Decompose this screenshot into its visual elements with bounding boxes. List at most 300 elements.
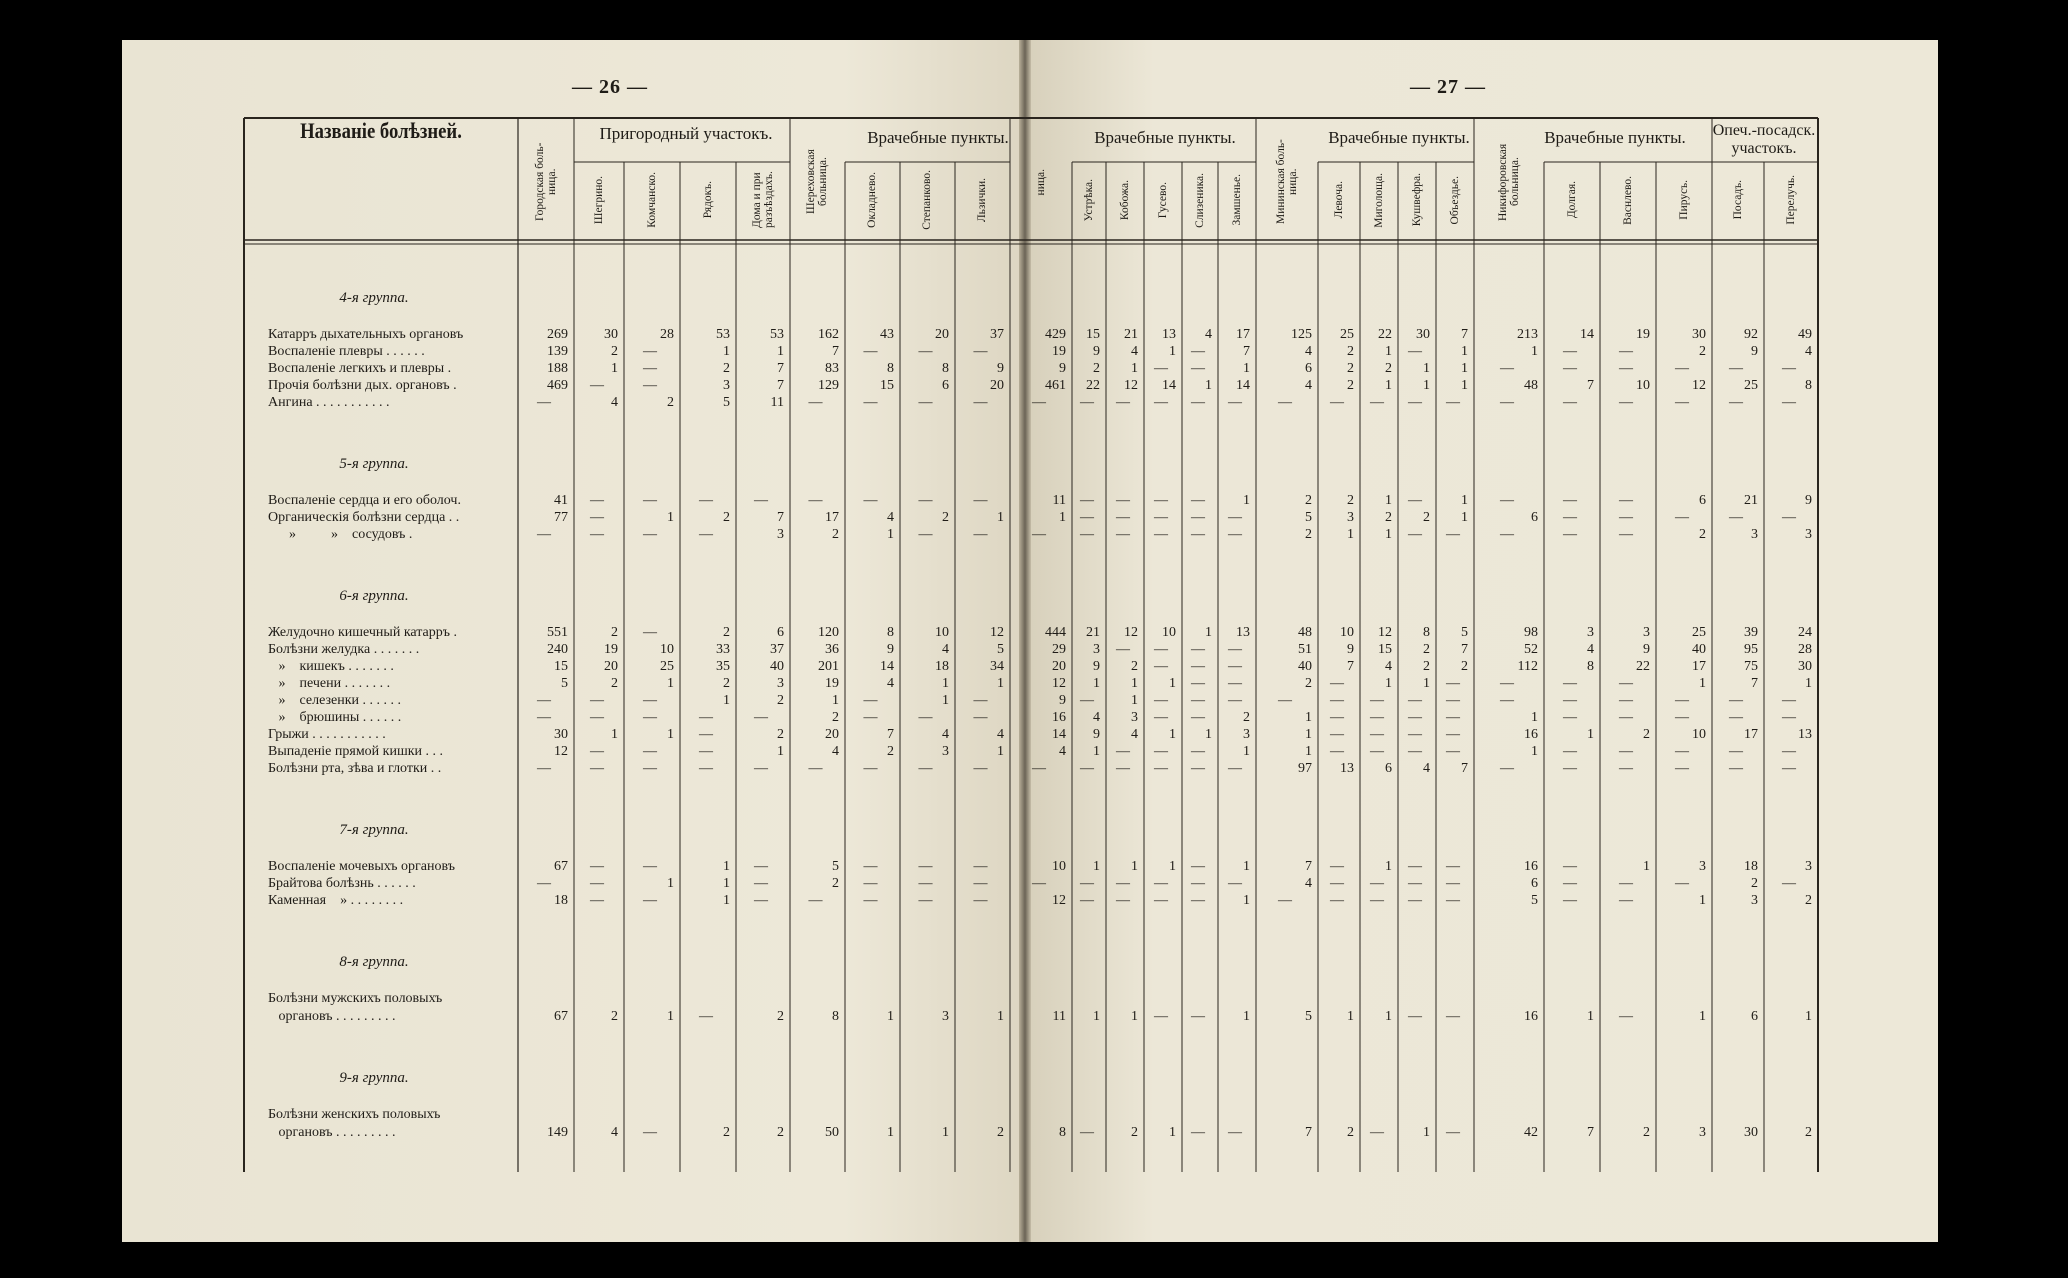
table-cell: — — [1080, 761, 1094, 776]
table-cell: 2 — [1305, 493, 1312, 508]
table-cell: 2 — [1305, 676, 1312, 691]
group-title: 8-я группа. — [339, 954, 409, 970]
table-cell: — — [1408, 876, 1422, 891]
table-cell: — — [1228, 642, 1242, 657]
table-cell: 4 — [942, 727, 949, 742]
table-cell: — — [1080, 493, 1094, 508]
table-cell: 1 — [1243, 744, 1250, 759]
table-cell: — — [1116, 761, 1130, 776]
table-cell: 1 — [1305, 710, 1312, 725]
table-cell: — — [590, 710, 604, 725]
table-cell: 14 — [880, 659, 894, 674]
table-cell: — — [1191, 659, 1205, 674]
column-header: Устрѣка. — [1082, 178, 1095, 222]
table-cell: — — [1080, 395, 1094, 410]
table-cell: 7 — [1461, 327, 1468, 342]
table-cell: 2 — [1461, 659, 1468, 674]
disease-label: » кишекъ . . . . . . . — [268, 659, 394, 674]
table-cell: — — [1154, 361, 1168, 376]
table-cell: — — [1729, 395, 1743, 410]
table-cell: — — [1619, 527, 1633, 542]
table-cell: 2 — [611, 1009, 618, 1024]
table-cell: — — [1116, 527, 1130, 542]
table-cell: — — [1675, 744, 1689, 759]
table-cell: — — [918, 493, 933, 508]
table-cell: 1 — [1347, 527, 1354, 542]
table-cell: 6 — [777, 625, 784, 640]
table-cell: 1 — [1243, 361, 1250, 376]
table-cell: — — [863, 693, 878, 708]
table-cell: — — [1408, 527, 1422, 542]
table-cell: 6 — [1531, 876, 1538, 891]
disease-label: Прочія болѣзни дых. органовъ . — [268, 378, 457, 393]
table-cell: 188 — [547, 361, 568, 376]
table-cell: 2 — [723, 1125, 730, 1140]
column-header: Городская боль-ница. — [533, 142, 558, 222]
table-cell: — — [1080, 527, 1094, 542]
table-cell: 25 — [1692, 625, 1706, 640]
table-cell: — — [1408, 859, 1422, 874]
table-cell: 3 — [1093, 642, 1100, 657]
group-title: 5-я группа. — [339, 456, 409, 472]
table-cell: 2 — [777, 1125, 784, 1140]
table-cell: — — [1782, 744, 1796, 759]
table-cell: 10 — [1162, 625, 1176, 640]
table-cell: 469 — [547, 378, 568, 393]
left-page-number: — 26 — — [572, 76, 648, 98]
table-cell: 2 — [1347, 493, 1354, 508]
disease-label: Воспаленіе плевры . . . . . . — [268, 344, 425, 359]
table-cell: — — [918, 876, 933, 891]
table-cell: 1 — [1243, 859, 1250, 874]
table-cell: 2 — [723, 625, 730, 640]
table-cell: — — [863, 395, 878, 410]
table-cell: — — [973, 344, 988, 359]
column-header: Кушвефра. — [1410, 173, 1423, 227]
table-cell: 1 — [1385, 344, 1392, 359]
table-cell: 21 — [1744, 493, 1758, 508]
table-cell: 12 — [1052, 893, 1066, 908]
group-header-suburban: Пригородный участокъ. — [599, 124, 773, 143]
table-cell: — — [1619, 876, 1633, 891]
table-cell: — — [1154, 893, 1168, 908]
table-cell: — — [1446, 876, 1460, 891]
table-cell: 7 — [887, 727, 894, 742]
table-cell: — — [1619, 493, 1633, 508]
table-cell: 98 — [1524, 625, 1538, 640]
table-cell: — — [1370, 744, 1384, 759]
table-cell: 1 — [1461, 493, 1468, 508]
table-cell: 1 — [1423, 361, 1430, 376]
column-header: Комчанско. — [645, 172, 658, 228]
table-cell: — — [1191, 395, 1205, 410]
table-cell: — — [1191, 893, 1205, 908]
table-cell: 2 — [1347, 378, 1354, 393]
table-cell: — — [973, 710, 988, 725]
table-cell: 4 — [997, 727, 1004, 742]
table-cell: — — [1032, 395, 1046, 410]
table-cell: 4 — [832, 744, 839, 759]
table-cell: 1 — [1347, 1009, 1354, 1024]
table-cell: — — [1032, 761, 1046, 776]
table-cell: 1 — [1385, 676, 1392, 691]
table-cell: 25 — [1744, 378, 1758, 393]
table-cell: 2 — [1347, 344, 1354, 359]
group-title: 7-я группа. — [339, 822, 409, 838]
table-cell: 1 — [997, 744, 1004, 759]
table-cell: 19 — [604, 642, 618, 657]
table-cell: 1 — [1385, 859, 1392, 874]
table-cell: 5 — [1461, 625, 1468, 640]
table-cell: — — [1080, 510, 1094, 525]
table-cell: — — [1191, 527, 1205, 542]
column-header: Гусево. — [1156, 181, 1169, 219]
table-cell: — — [1446, 893, 1460, 908]
table-cell: — — [1370, 395, 1384, 410]
table-cell: 1 — [667, 1009, 674, 1024]
column-header: Окладнево. — [866, 172, 879, 228]
table-cell: — — [590, 876, 604, 891]
table-cell: 5 — [1305, 510, 1312, 525]
table-cell: 9 — [1805, 493, 1812, 508]
table-cell: — — [863, 859, 878, 874]
table-cell: 1 — [1131, 676, 1138, 691]
table-cell: — — [808, 493, 823, 508]
right-page-number: — 27 — — [1410, 76, 1486, 98]
table-cell: — — [643, 361, 657, 376]
disease-name-header: Названіе болѣзней. — [300, 118, 462, 143]
table-cell: 139 — [547, 344, 568, 359]
table-cell: 16 — [1524, 727, 1538, 742]
column-header: Перелучь. — [1784, 175, 1797, 225]
table-cell: — — [1191, 693, 1205, 708]
table-cell: — — [1500, 361, 1514, 376]
table-cell: 97 — [1298, 761, 1312, 776]
table-cell: — — [1191, 859, 1205, 874]
table-cell: 12 — [1692, 378, 1706, 393]
table-cell: — — [1619, 744, 1633, 759]
table-cell: 1 — [723, 876, 730, 891]
table-cell: — — [1191, 761, 1205, 776]
table-cell: — — [643, 859, 657, 874]
table-cell: 7 — [1243, 344, 1250, 359]
table-cell: 3 — [1347, 510, 1354, 525]
table-cell: — — [1228, 761, 1242, 776]
table-cell: 5 — [561, 676, 568, 691]
table-cell: 1 — [1169, 676, 1176, 691]
table-cell: — — [1729, 710, 1743, 725]
table-cell: 10 — [1052, 859, 1066, 874]
table-cell: 5 — [832, 859, 839, 874]
table-cell: — — [1563, 893, 1577, 908]
table-cell: — — [1446, 727, 1460, 742]
table-cell: — — [754, 859, 768, 874]
group-title: 9-я группа. — [339, 1070, 409, 1086]
table-cell: 5 — [1531, 893, 1538, 908]
table-cell: 7 — [1461, 761, 1468, 776]
table-cell: 35 — [716, 659, 730, 674]
table-cell: — — [1278, 893, 1292, 908]
table-cell: 95 — [1744, 642, 1758, 657]
table-cell: — — [1154, 659, 1168, 674]
table-cell: 1 — [1205, 727, 1212, 742]
table-cell: — — [699, 493, 713, 508]
table-cell: 1 — [1305, 744, 1312, 759]
table-cell: 1 — [1805, 1009, 1812, 1024]
table-cell: — — [590, 893, 604, 908]
table-cell: — — [643, 378, 657, 393]
table-cell: 22 — [1636, 659, 1650, 674]
table-cell: — — [1191, 361, 1205, 376]
table-cell: — — [643, 625, 657, 640]
table-cell: 240 — [547, 642, 568, 657]
table-cell: 2 — [997, 1125, 1004, 1140]
table-cell: — — [1080, 893, 1094, 908]
table-cell: — — [1154, 510, 1168, 525]
table-cell: 2 — [832, 876, 839, 891]
table-cell: — — [1191, 676, 1205, 691]
table-cell: 551 — [547, 625, 568, 640]
table-cell: — — [1408, 395, 1422, 410]
table-cell: — — [918, 761, 933, 776]
table-cell: 20 — [935, 327, 949, 342]
table-cell: 1 — [1305, 727, 1312, 742]
column-header: Степанково. — [921, 170, 934, 230]
table-cell: 444 — [1045, 625, 1066, 640]
table-cell: 1 — [1205, 625, 1212, 640]
table-cell: 1 — [1805, 676, 1812, 691]
table-cell: — — [1330, 744, 1344, 759]
table-cell: 92 — [1744, 327, 1758, 342]
table-cell: — — [1619, 361, 1633, 376]
disease-label: Катарръ дыхательныхъ органовъ — [268, 327, 464, 342]
table-cell: 36 — [825, 642, 839, 657]
table-cell: — — [1782, 710, 1796, 725]
table-cell: — — [1116, 395, 1130, 410]
table-cell: — — [1191, 710, 1205, 725]
table-cell: — — [1330, 693, 1344, 708]
table-cell: 11 — [770, 395, 784, 410]
table-cell: 9 — [1643, 642, 1650, 657]
table-cell: 33 — [716, 642, 730, 657]
table-cell: — — [1675, 710, 1689, 725]
table-cell: 17 — [825, 510, 839, 525]
table-cell: — — [1408, 744, 1422, 759]
table-cell: — — [1675, 361, 1689, 376]
table-cell: — — [1408, 710, 1422, 725]
table-cell: 1 — [1385, 1009, 1392, 1024]
table-cell: 3 — [1587, 625, 1594, 640]
table-cell: 7 — [1587, 1125, 1594, 1140]
table-cell: — — [643, 761, 657, 776]
table-cell: 201 — [818, 659, 839, 674]
table-cell: 7 — [1305, 859, 1312, 874]
table-cell: — — [1446, 1125, 1460, 1140]
table-cell: — — [1330, 859, 1344, 874]
table-cell: 1 — [1169, 1125, 1176, 1140]
table-cell: 2 — [942, 510, 949, 525]
table-cell: 28 — [660, 327, 674, 342]
table-cell: 3 — [1805, 859, 1812, 874]
table-cell: — — [537, 395, 551, 410]
table-cell: 19 — [1052, 344, 1066, 359]
table-cell: — — [1154, 493, 1168, 508]
table-cell: 28 — [1798, 642, 1812, 657]
table-cell: — — [1116, 493, 1130, 508]
table-cell: 9 — [1093, 727, 1100, 742]
table-cell: 20 — [825, 727, 839, 742]
column-header: Посадъ. — [1731, 180, 1744, 220]
table-cell: — — [1619, 676, 1633, 691]
table-cell: — — [1408, 727, 1422, 742]
table-cell: 52 — [1524, 642, 1538, 657]
table-cell: 9 — [1059, 693, 1066, 708]
table-cell: 67 — [554, 1009, 568, 1024]
table-cell: — — [808, 395, 823, 410]
table-cell: — — [1563, 527, 1577, 542]
table-cell: 2 — [1131, 659, 1138, 674]
table-cell: 8 — [887, 625, 894, 640]
table-cell: — — [973, 893, 988, 908]
table-cell: — — [863, 493, 878, 508]
table-cell: 6 — [1385, 761, 1392, 776]
table-cell: — — [699, 710, 713, 725]
table-cell: 2 — [1347, 361, 1354, 376]
table-cell: 6 — [1531, 510, 1538, 525]
table-cell: — — [1563, 859, 1577, 874]
table-cell: 2 — [1093, 361, 1100, 376]
table-cell: 120 — [818, 625, 839, 640]
table-cell: 14 — [1580, 327, 1594, 342]
table-cell: 1 — [777, 744, 784, 759]
table-cell: — — [1154, 642, 1168, 657]
table-cell: 48 — [1524, 378, 1538, 393]
table-cell: 1 — [667, 510, 674, 525]
table-cell: — — [1408, 1009, 1422, 1024]
table-cell: 9 — [1751, 344, 1758, 359]
disease-label: » печени . . . . . . . — [268, 676, 391, 691]
table-cell: 2 — [832, 710, 839, 725]
table-cell: 8 — [1587, 659, 1594, 674]
table-cell: — — [1446, 1009, 1460, 1024]
table-cell: 1 — [1587, 727, 1594, 742]
table-cell: 21 — [1124, 327, 1138, 342]
table-cell: 7 — [1347, 659, 1354, 674]
disease-label: » » сосудовъ . — [268, 527, 413, 542]
table-cell: — — [1782, 510, 1796, 525]
table-cell: 7 — [777, 378, 784, 393]
table-cell: — — [1563, 744, 1577, 759]
table-cell: — — [808, 893, 823, 908]
table-cell: 1 — [723, 693, 730, 708]
column-header: Никифоровская больница. — [1496, 143, 1521, 221]
table-cell: — — [1563, 395, 1577, 410]
table-cell: — — [1563, 761, 1577, 776]
table-cell: — — [1446, 676, 1460, 691]
table-cell: 1 — [1643, 859, 1650, 874]
table-cell: 4 — [611, 1125, 618, 1140]
table-cell: 2 — [887, 744, 894, 759]
table-cell: — — [1729, 744, 1743, 759]
table-cell: — — [754, 710, 768, 725]
table-cell: — — [1782, 693, 1796, 708]
table-cell: — — [1032, 876, 1046, 891]
table-cell: 75 — [1744, 659, 1758, 674]
table-cell: 2 — [723, 361, 730, 376]
table-cell: 4 — [1587, 642, 1594, 657]
table-cell: — — [1446, 859, 1460, 874]
disease-label: Каменная » . . . . . . . . — [268, 893, 404, 908]
table-cell: — — [643, 493, 657, 508]
table-cell: 2 — [1347, 1125, 1354, 1140]
table-cell: — — [863, 893, 878, 908]
column-header: Пирусъ. — [1677, 180, 1690, 220]
table-cell: — — [918, 710, 933, 725]
table-cell: 1 — [1169, 727, 1176, 742]
table-cell: 2 — [1805, 893, 1812, 908]
table-cell: — — [643, 744, 657, 759]
table-cell: 269 — [547, 327, 568, 342]
table-cell: 2 — [1243, 710, 1250, 725]
table-cell: 1 — [777, 344, 784, 359]
table-cell: 11 — [1052, 1009, 1066, 1024]
table-cell: — — [1675, 761, 1689, 776]
table-cell: 1 — [1461, 510, 1468, 525]
table-cell: — — [1154, 395, 1168, 410]
table-cell: 5 — [1305, 1009, 1312, 1024]
table-cell: — — [1330, 893, 1344, 908]
table-cell: — — [1563, 510, 1577, 525]
table-cell: — — [537, 876, 551, 891]
table-cell: — — [590, 744, 604, 759]
table-cell: 12 — [554, 744, 568, 759]
table-cell: 1 — [1423, 378, 1430, 393]
group-title: 6-я группа. — [339, 588, 409, 604]
table-cell: — — [1619, 510, 1633, 525]
table-cell: 461 — [1045, 378, 1066, 393]
table-cell: — — [1154, 876, 1168, 891]
table-cell: — — [1191, 344, 1205, 359]
table-cell: 8 — [1059, 1125, 1066, 1140]
table-cell: — — [1080, 1125, 1094, 1140]
table-cell: 11 — [1052, 493, 1066, 508]
table-cell: 4 — [887, 510, 894, 525]
table-cell: 19 — [825, 676, 839, 691]
table-cell: 83 — [825, 361, 839, 376]
table-cell: 30 — [1744, 1125, 1758, 1140]
table-cell: 7 — [777, 361, 784, 376]
table-cell: 7 — [777, 510, 784, 525]
table-cell: 29 — [1052, 642, 1066, 657]
table-cell: — — [973, 493, 988, 508]
table-cell: 15 — [1378, 642, 1392, 657]
table-cell: — — [1500, 527, 1514, 542]
table-cell: 429 — [1045, 327, 1066, 342]
table-cell: 19 — [1636, 327, 1650, 342]
table-cell: — — [1191, 510, 1205, 525]
table-cell: 1 — [1169, 859, 1176, 874]
table-cell: 2 — [1643, 727, 1650, 742]
table-cell: 1 — [997, 1009, 1004, 1024]
table-cell: — — [1446, 527, 1460, 542]
table-cell: 4 — [887, 676, 894, 691]
column-header: Слизеника. — [1193, 172, 1206, 228]
table-cell: — — [1782, 761, 1796, 776]
table-cell: — — [1191, 744, 1205, 759]
disease-label: » селезенки . . . . . . — [268, 693, 401, 708]
table-cell: 2 — [667, 395, 674, 410]
table-cell: 1 — [1461, 378, 1468, 393]
